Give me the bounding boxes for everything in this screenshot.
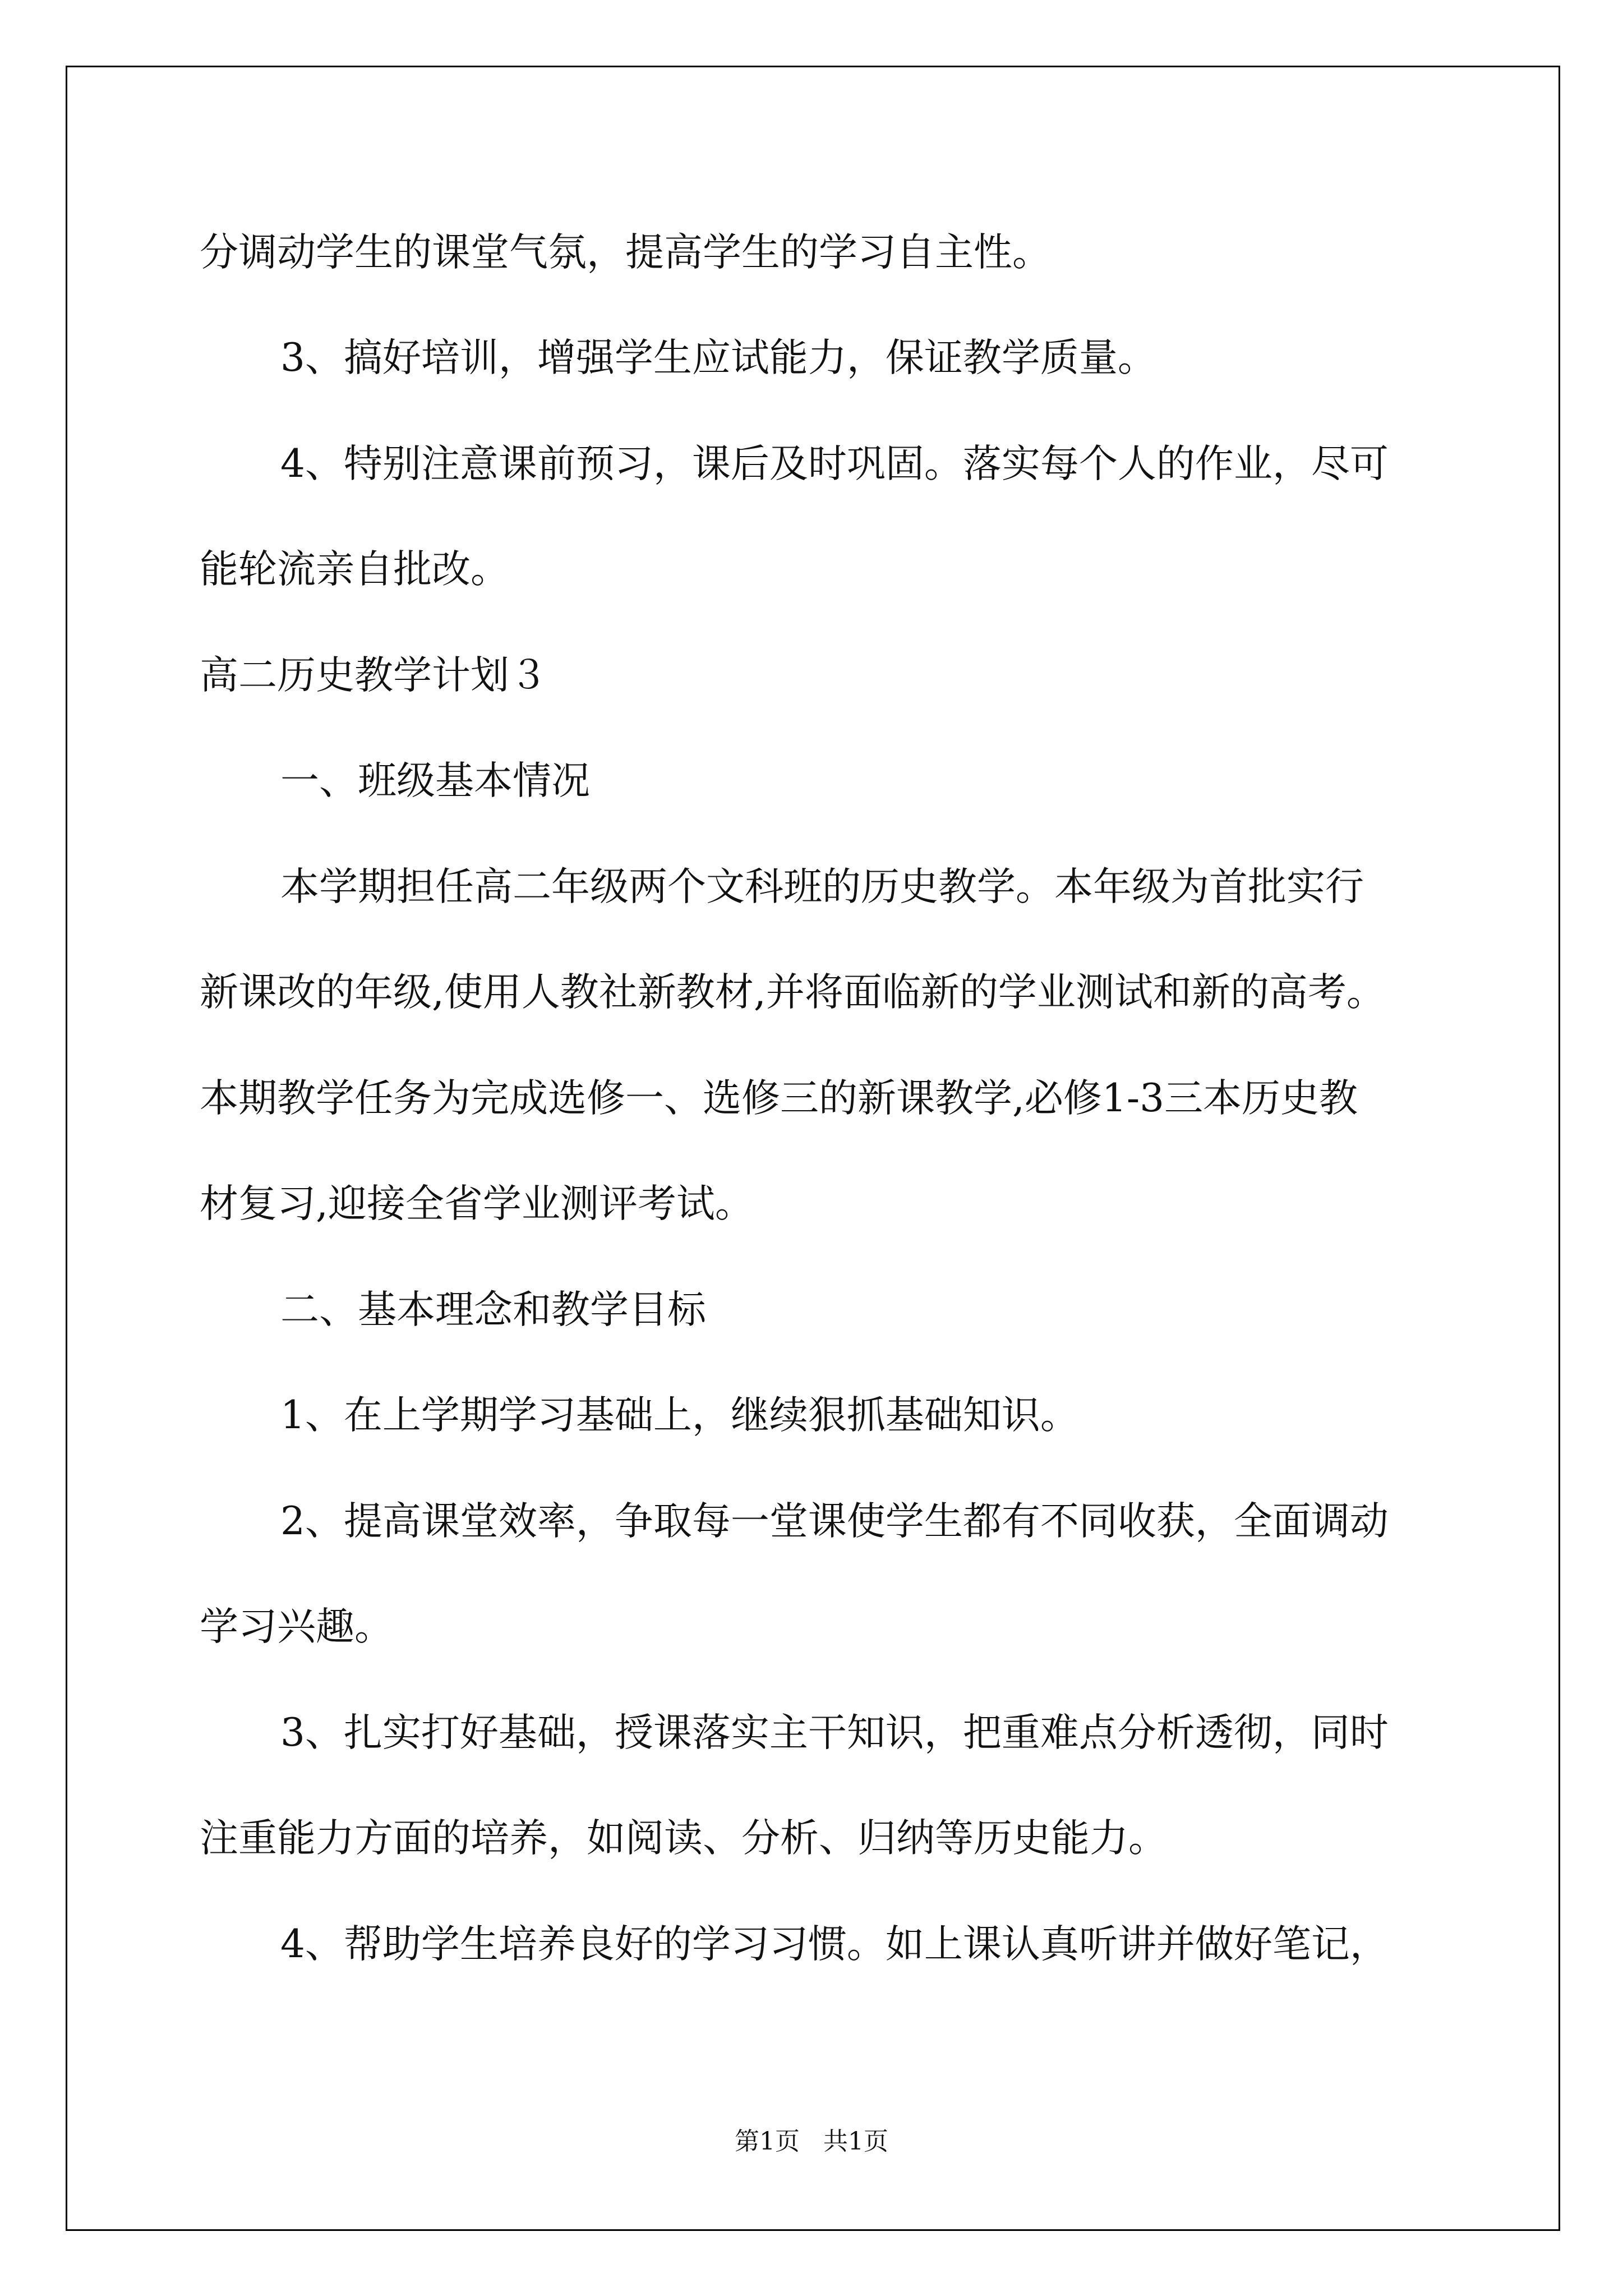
page-border (66, 66, 1560, 2231)
body-line: 注重能力方面的培养，如阅读、分析、归纳等历史能力。 (200, 1816, 1167, 1861)
body-line: 分调动学生的课堂气氛，提高学生的学习自主性。 (200, 230, 1051, 275)
body-line: 本学期担任高二年级两个文科班的历史教学。本年级为首批实行 (280, 864, 1364, 909)
body-line: 新课改的年级,使用人教社新教材,并将面临新的学业测试和新的高考。 (200, 970, 1385, 1015)
subheading: 二、基本理念和教学目标 (280, 1287, 706, 1332)
body-line: 3、搞好培训，增强学生应试能力，保证教学质量。 (280, 335, 1156, 380)
section-heading: 高二历史教学计划３ (200, 653, 548, 698)
page-number-footer: 第1页 共1页 (735, 2127, 888, 2156)
body-line: 3、扎实打好基础，授课落实主干知识，把重难点分析透彻，同时 (280, 1710, 1389, 1755)
body-line: 本期教学任务为完成选修一、选修三的新课教学,必修1-3三本历史教 (200, 1076, 1358, 1121)
body-line: 4、帮助学生培养良好的学习习惯。如上课认真听讲并做好笔记， (280, 1922, 1389, 1967)
body-line: 1、在上学期学习基础上，继续狠抓基础知识。 (280, 1393, 1079, 1438)
body-line: 材复习,迎接全省学业测评考试。 (200, 1181, 754, 1226)
body-line: 学习兴趣。 (200, 1604, 393, 1649)
subheading: 一、班级基本情况 (280, 758, 590, 803)
body-line: 4、特别注意课前预习，课后及时巩固。落实每个人的作业，尽可 (280, 441, 1389, 486)
body-line: 能轮流亲自批改。 (200, 547, 509, 592)
body-line: 2、提高课堂效率，争取每一堂课使学生都有不同收获，全面调动 (280, 1499, 1389, 1544)
